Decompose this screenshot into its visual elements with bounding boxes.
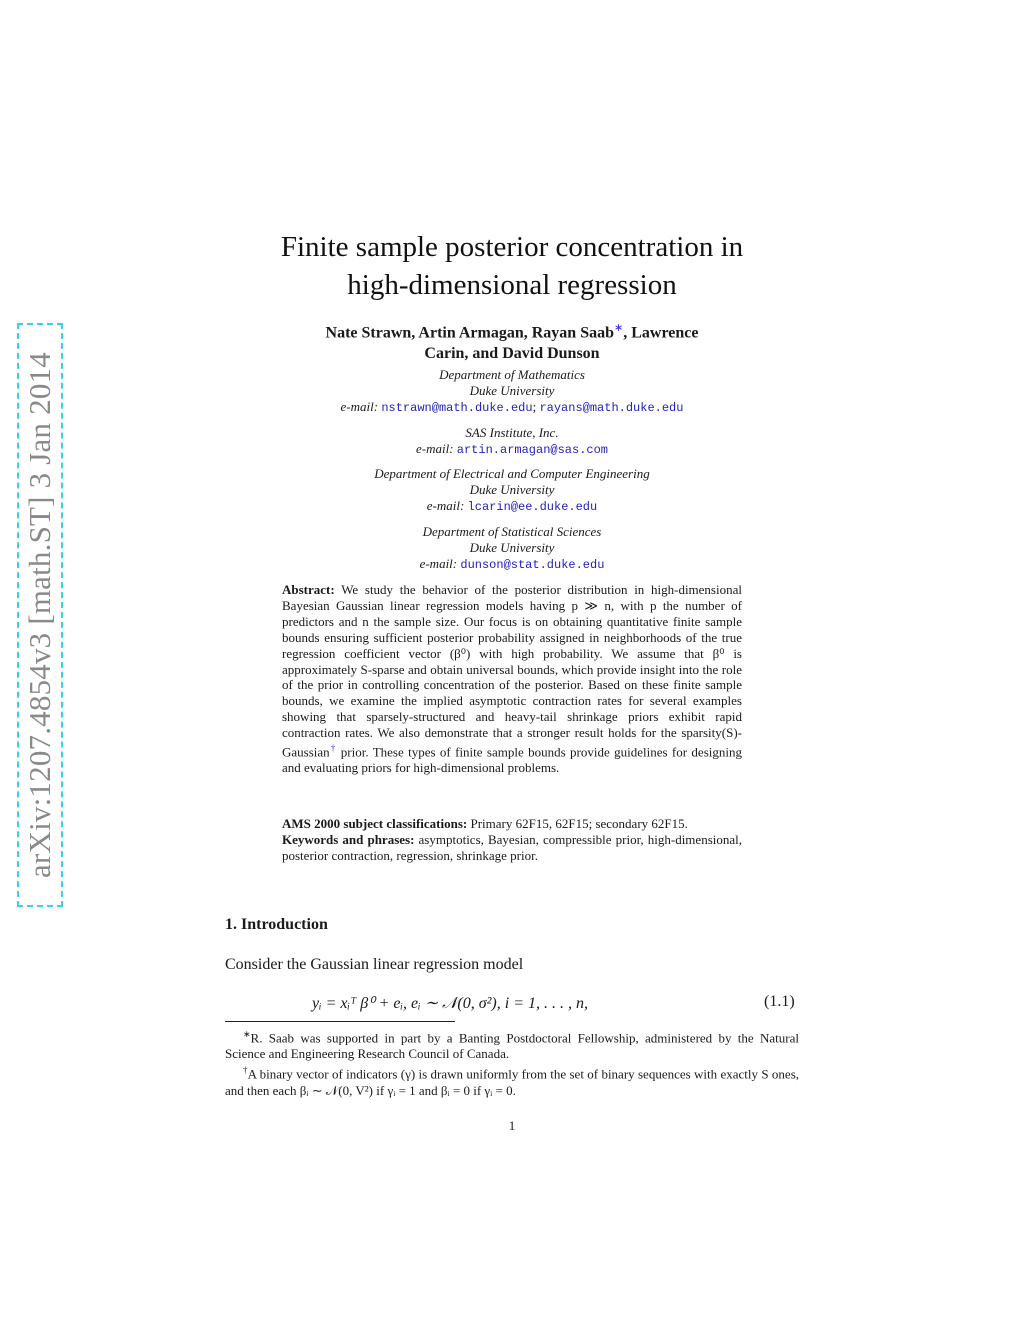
authors-line-2: Carin, and David Dunson (424, 345, 600, 363)
footnotes (225, 1026, 799, 1099)
affiliation-dept: Department of Statistical Sciences (422, 524, 602, 539)
title-line-2: high-dimensional regression (347, 269, 677, 301)
abstract-text-a: We study the behavior of the posterior distribution in high-dimensional Bayesian Gaussian linear regression models having p ≫ n, with p the number of predictors and n the sample size. Our focus is on obtaining quantitative finite sample bounds ensuring sufficient posterior probability assigned in neighborhoods of the true regression coefficient vector (β⁰) with high probability. We assume that β⁰ is approximately S-sparse and obtain universal bounds, which provide insight into the role of the prior in controlling concentration of the posterior. Based on these finite sample bounds, we examine the implied asymptotic contraction rates for several examples showing that sparsely-structured and heavy-tail shrinkage priors exhibit rapid contraction rates. We also demonstrate that a stronger result holds for the sparsity(S)-Gaussian (282, 582, 742, 760)
equation-number: (1.1) (764, 993, 795, 1010)
abstract-text-b: prior. These types of finite sample bounds provide guidelines for designing and evaluating priors for high-dimensional problems. (282, 744, 742, 776)
affiliation-mathematics (262, 367, 762, 416)
section-heading: 1. Introduction (225, 916, 328, 933)
email-label: e-mail: (419, 556, 458, 571)
equation: yᵢ = xᵢᵀ β⁰ + eᵢ, eᵢ ∼ 𝒩(0, σ²), i = 1, . . . , n, (312, 995, 589, 1012)
email-link[interactable]: nstrawn@math.duke.edu (381, 401, 533, 415)
affiliation-dept: Department of Electrical and Computer Engineering (374, 466, 650, 481)
email-label: e-mail: (415, 441, 454, 456)
footnote-2-text: A binary vector of indicators (γ) is drawn uniformly from the set of binary sequences with exactly S ones, and then each βᵢ ∼ 𝒩(0, V²) if γᵢ = 1 and βᵢ = 0 if γᵢ = 0. (225, 1066, 800, 1098)
ams-text: Primary 62F15, 62F15; secondary 62F15. (467, 816, 688, 831)
authors-part-2: , Lawrence (623, 324, 699, 342)
footnote-1-text: R. Saab was supported in part by a Banting Postdoctoral Fellowship, administered by the Natural Science and Engineering Research Council of Canada. (225, 1030, 799, 1062)
email-link[interactable]: lcarin@ee.duke.edu (467, 500, 598, 514)
email-label: e-mail: (340, 399, 379, 414)
footnote-2 (225, 1062, 799, 1098)
affiliation-inst: Duke University (469, 482, 555, 497)
footnote-1-mark: ∗ (243, 1029, 251, 1039)
affiliation-ece (262, 466, 762, 515)
affiliation-dept: Department of Mathematics (439, 367, 585, 382)
keywords-label: Keywords and phrases: (282, 831, 415, 847)
footnote-2-mark: † (243, 1065, 248, 1076)
classification-block (282, 816, 742, 864)
paper-title (200, 228, 824, 304)
title-line-1: Finite sample posterior concentration in (280, 231, 744, 263)
arxiv-identifier: arXiv:1207.4854v3 [math.ST] 3 Jan 2014 (22, 352, 57, 878)
email-link[interactable]: rayans@math.duke.edu (539, 401, 684, 415)
affiliation-dept: SAS Institute, Inc. (465, 425, 559, 440)
intro-sentence: Consider the Gaussian linear regression model (225, 956, 524, 973)
email-link[interactable]: artin.armagan@sas.com (456, 443, 609, 457)
footnote-divider (225, 1021, 455, 1022)
ams-label: AMS 2000 subject classifications: (282, 816, 468, 831)
email-label: e-mail: (426, 498, 465, 513)
affiliation-inst: Duke University (469, 383, 555, 398)
footnote-mark-dagger[interactable]: † (329, 743, 337, 754)
email-link[interactable]: dunson@stat.duke.edu (460, 558, 605, 572)
abstract-label: Abstract: (282, 582, 335, 597)
abstract (282, 582, 742, 776)
footnote-mark-star[interactable]: ∗ (614, 322, 624, 334)
affiliation-sas (262, 425, 762, 458)
authors-part-1: Nate Strawn, Artin Armagan, Rayan Saab (325, 324, 614, 342)
email-separator: ; (532, 399, 537, 414)
footnote-1 (225, 1026, 799, 1062)
affiliation-inst: Duke University (469, 540, 555, 555)
page-number: 1 (508, 1118, 516, 1133)
affiliation-statistics (262, 524, 762, 573)
arxiv-side-stamp (17, 323, 63, 907)
keywords-text: asymptotics, Bayesian, compressible prior, high-dimensional, posterior contraction, regression, shrinkage prior. (282, 831, 742, 863)
author-list (270, 318, 754, 364)
